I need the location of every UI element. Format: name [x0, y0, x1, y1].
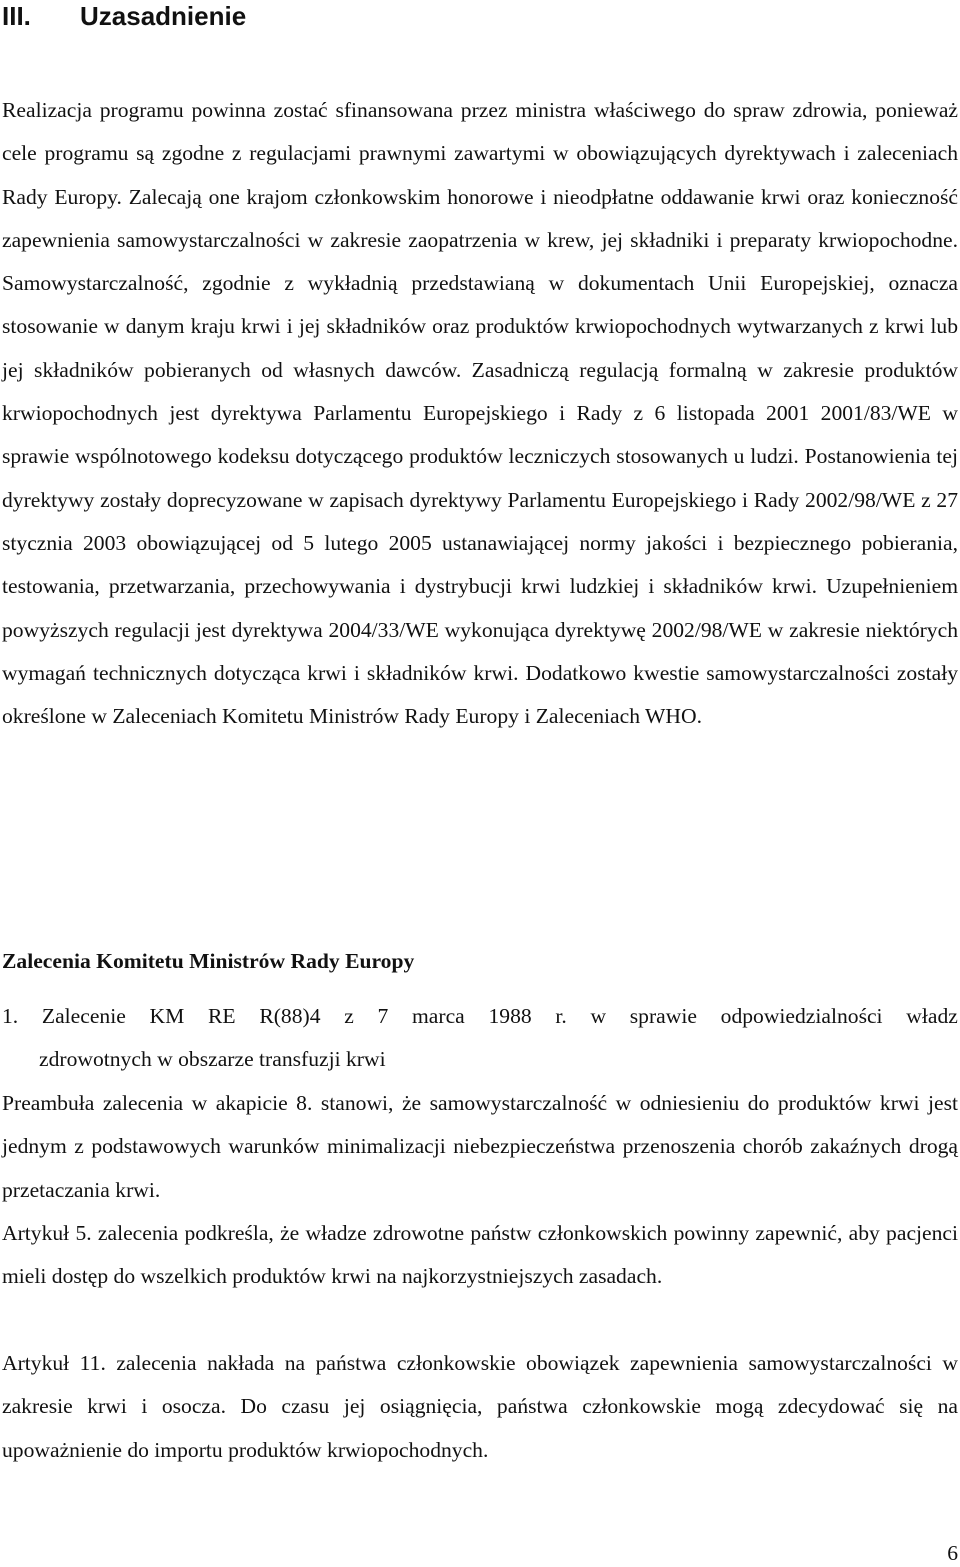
list-word: odpowiedzialności [720, 1004, 883, 1028]
list-word: Zalecenie [41, 1004, 126, 1028]
list-word: sprawie [629, 1004, 697, 1028]
recommendations-subheading: Zalecenia Komitetu Ministrów Rady Europy [2, 949, 415, 973]
list-word: KM [149, 1004, 185, 1028]
list-word: z [344, 1004, 354, 1028]
paragraph-article-5: Artykuł 5. zalecenia podkreśla, że władze zdrowotne państw członkowskich powinny zapewnić, aby pacjenci mieli dostęp do wszelkich produktów krwi na najkorzystniejszych zasadach. [2, 1221, 958, 1289]
list-item [2, 995, 958, 1082]
list-item-continuation: zdrowotnych w obszarze transfuzji krwi [39, 1047, 386, 1072]
list-word: władz [906, 1004, 958, 1028]
section-number: III. [2, 1, 31, 31]
list-word: R(88)4 [259, 1004, 321, 1028]
list-word: 1988 [488, 1004, 532, 1028]
list-word: marca [412, 1004, 465, 1028]
list-item-number: 1. [2, 1004, 19, 1028]
list-word: 7 [377, 1004, 389, 1028]
section-heading [2, 0, 246, 32]
list-word: RE [208, 1004, 236, 1028]
page-number: 6 [947, 1541, 958, 1565]
paragraph-article-11: Artykuł 11. zalecenia nakłada na państwa członkowskie obowiązek zapewnienia samowystarczalności w zakresie krwi i osocza. Do czasu jej osiągnięcia, państwa członkowskie mogą zdecydować się na upoważnienie do importu produktów krwiopochodnych. [2, 1351, 958, 1462]
section-title: Uzasadnienie [80, 1, 247, 31]
list-word: r. [555, 1004, 567, 1028]
list-word: w [590, 1004, 607, 1028]
list-item-first-line [2, 995, 958, 1038]
intro-paragraph: Realizacja programu powinna zostać sfinansowana przez ministra właściwego do spraw zdrowia, ponieważ cele programu są zgodne z regulacjami prawnymi zawartymi w obowiązujących dyrektywach i zaleceniach Rady Europy. Zalecają one krajom członkowskim honorowe i nieodpłatne oddawanie krwi oraz konieczność zapewnienia samowystarczalności w zakresie zaopatrzenia w krew, jej składniki i preparaty krwiopochodne. Samowystarczalność, zgodnie z wykładnią przedstawianą w dokumentach Unii Europejskiej, oznacza stosowanie w danym kraju krwi i jej składników oraz produktów krwiopochodnych wytwarzanych z krwi lub jej składników pobieranych od własnych dawców. Zasadniczą regulacją formalną w zakresie produktów krwiopochodnych jest dyrektywa Parlamentu Europejskiego i Rady z 6 listopada 2001 2001/83/WE w sprawie wspólnotowego kodeksu dotyczącego produktów leczniczych stosowanych u ludzi. Postanowienia tej dyrektywy zostały doprecyzowane w zapisach dyrektywy Parlamentu Europejskiego i Rady 2002/98/WE z 27 stycznia 2003 obowiązującej od 5 lutego 2005 ustanawiającej normy jakości i bezpiecznego pobierania, testowania, przetwarzania, przechowywania i dystrybucji krwi ludzkiej i składników krwi. Uzupełnieniem powyższych regulacji jest dyrektywa 2004/33/WE wykonująca dyrektywę 2002/98/WE w zakresie niektórych wymagań technicznych dotycząca krwi i składników krwi. Dodatkowo kwestie samowystarczalności zostały określone w Zaleceniach Komitetu Ministrów Rady Europy i Zaleceniach WHO. [2, 98, 958, 729]
paragraph-preamble: Preambuła zalecenia w akapicie 8. stanowi, że samowystarczalność w odniesieniu do produktów krwi jest jednym z podstawowych warunków minimalizacji niebezpieczeństwa przenoszenia chorób zakaźnych drogą przetaczania krwi. [2, 1091, 958, 1202]
